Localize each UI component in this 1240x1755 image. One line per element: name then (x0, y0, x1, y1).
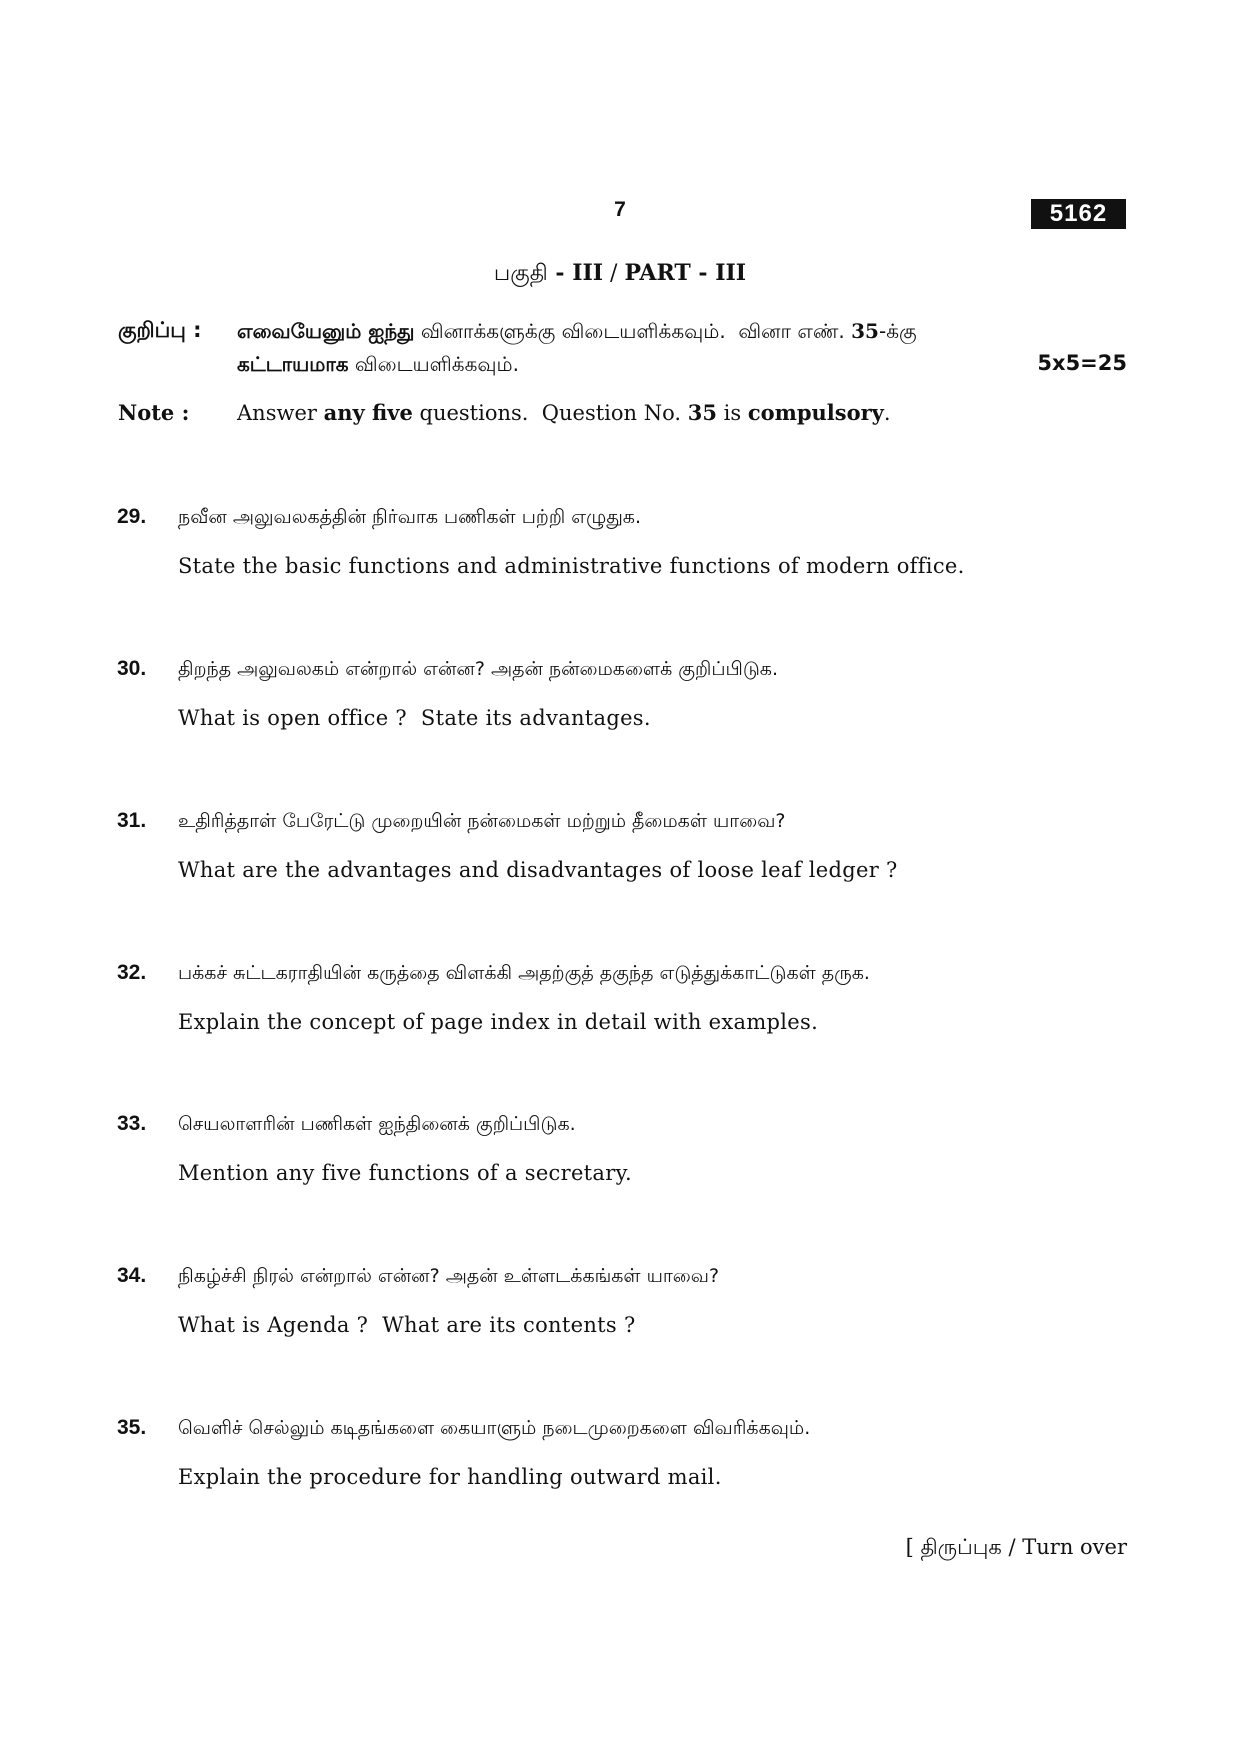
tamil-note-text-2: -க்கு (878, 319, 917, 343)
turn-over-note: [ திருப்புக / Turn over (905, 1535, 1127, 1559)
english-note-text-3: is (716, 401, 748, 425)
question-tamil: பக்கச் சுட்டகராதியின் கருத்தை விளக்கி அதற்குத் தகுந்த எடுத்துக்காட்டுகள் தருக. (178, 962, 870, 984)
paper-code-badge: 5162 (1031, 199, 1126, 229)
tamil-note-bold-3: கட்டாயமாக (237, 352, 349, 376)
tamil-note-text-1: வினாக்களுக்கு விடையளிக்கவும். வினா எண். (414, 319, 852, 343)
question-english: What is Agenda ? What are its contents ? (178, 1313, 636, 1337)
question-number: 33. (117, 1112, 147, 1135)
question-english: Explain the procedure for handling outward mail. (178, 1465, 722, 1489)
part-heading-sep: - (547, 260, 573, 286)
question-tamil: வெளிச் செல்லும் கடிதங்களை கையாளும் நடைமுறைகளை விவரிக்கவும். (178, 1417, 811, 1439)
question-english: Explain the concept of page index in detail with examples. (178, 1010, 819, 1034)
tamil-note-label: குறிப்பு : (118, 318, 202, 342)
question-number: 30. (117, 657, 147, 680)
question-english: Mention any five functions of a secretary. (178, 1161, 632, 1185)
question-english: What are the advantages and disadvantages of loose leaf ledger ? (178, 858, 898, 882)
question-english: State the basic functions and administrative functions of modern office. (178, 554, 965, 578)
tamil-note-line-1 (237, 319, 917, 346)
question-tamil: நிகழ்ச்சி நிரல் என்றால் என்ன? அதன் உள்ளடக்கங்கள் யாவை? (178, 1265, 720, 1287)
english-note-line (237, 400, 891, 425)
tamil-note-text-3: விடையளிக்கவும். (348, 352, 519, 376)
english-note-text-4: . (883, 401, 891, 425)
english-note-text-1: Answer (237, 401, 324, 425)
part-heading-english: PART - III (624, 260, 747, 286)
page-number: 7 (614, 198, 626, 221)
question-english: What is open office ? State its advantages. (178, 706, 651, 730)
english-note-bold-3: compulsory (747, 400, 884, 425)
part-heading-slash: / (603, 261, 625, 286)
question-tamil: நவீன அலுவலகத்தின் நிர்வாக பணிகள் பற்றி எழுதுக. (178, 506, 641, 528)
question-number: 31. (117, 809, 147, 832)
tamil-note-bold-1: எவையேனும் ஐந்து (237, 319, 415, 343)
tamil-note-bold-2: 35 (851, 319, 879, 343)
question-tamil: திறந்த அலுவலகம் என்றால் என்ன? அதன் நன்மைகளைக் குறிப்பிடுக. (178, 658, 779, 680)
part-heading (0, 260, 1240, 289)
question-tamil: உதிரித்தாள் பேரேட்டு முறையின் நன்மைகள் மற்றும் தீமைகள் யாவை? (178, 810, 786, 832)
question-number: 29. (117, 505, 147, 528)
question-number: 34. (117, 1264, 147, 1287)
question-number: 35. (117, 1416, 147, 1439)
marks-scheme: 5x5=25 (1037, 351, 1127, 375)
question-tamil: செயலாளரின் பணிகள் ஐந்தினைக் குறிப்பிடுக. (178, 1113, 576, 1135)
english-note-label: Note : (118, 400, 190, 425)
part-heading-tamil: பகுதி (493, 261, 548, 286)
english-note-bold-1: any five (323, 400, 413, 425)
tamil-note-line-2 (237, 352, 519, 379)
english-note-bold-2: 35 (687, 400, 717, 425)
english-note-text-2: questions. Question No. (412, 401, 688, 425)
question-number: 32. (117, 961, 147, 984)
part-heading-num: III (572, 260, 604, 286)
